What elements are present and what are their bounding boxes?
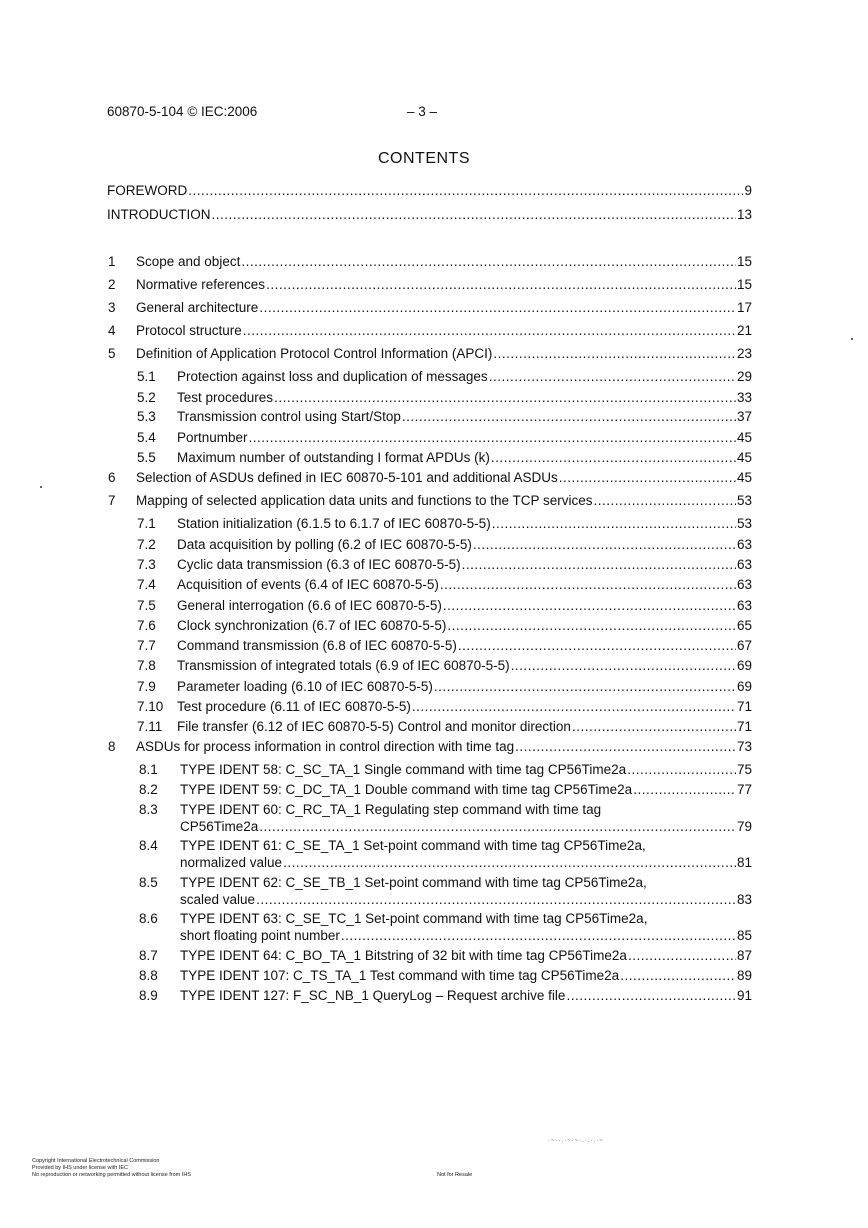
scan-artifact [851,338,853,340]
toc-entry-number: 5.3 [137,409,156,424]
toc-entry-page: 15 [736,254,752,269]
toc-entry-title: Station initialization (6.1.5 to 6.1.7 of IEC 60870-5-5) [177,516,491,531]
toc-entry-title: Cyclic data transmission (6.3 of IEC 60870-5-5) [177,557,461,572]
dot-leader [274,389,736,406]
toc-entry-page: 45 [736,450,752,465]
dot-leader [628,947,736,964]
toc-entry[interactable] [139,837,752,873]
dot-leader [443,597,736,614]
toc-entry-page: 29 [736,369,752,384]
toc-entry[interactable] [139,761,752,779]
license-line: Provided by IHS under license with IEC [32,1165,128,1171]
toc-entry-number: 7 [108,493,116,508]
toc-entry-page: 77 [736,782,752,797]
toc-entry[interactable] [137,536,752,554]
toc-entry[interactable] [137,718,752,736]
toc-entry-number: 7.8 [137,658,156,673]
toc-entry-page: 69 [736,658,752,673]
dot-leader [492,515,736,532]
toc-entry-title: Test procedures [177,390,274,405]
dot-leader [283,854,736,871]
toc-entry-number: 4 [108,323,116,338]
dot-leader [259,299,736,316]
toc-entry-number: 8.4 [139,838,158,853]
toc-entry-page: 13 [736,207,752,222]
dot-leader [212,206,736,223]
toc-entry-page: 91 [736,988,752,1003]
copyright-line: Copyright International Electrotechnical Commission [32,1158,160,1164]
toc-entry-page: 71 [736,719,752,734]
toc-entry[interactable] [108,469,752,487]
dot-leader [491,449,736,466]
toc-entry-title: General interrogation (6.6 of IEC 60870-5-5) [177,598,442,613]
dot-leader [402,408,736,425]
toc-entry-title: Parameter loading (6.10 of IEC 60870-5-5) [177,679,433,694]
toc-entry[interactable] [137,368,752,386]
toc-entry-number: 8 [108,739,116,754]
toc-entry-number: 1 [108,254,116,269]
toc-entry[interactable] [108,738,752,756]
toc-entry[interactable] [139,987,752,1005]
toc-entry[interactable] [108,253,752,271]
toc-entry-number: 7.3 [137,557,156,572]
toc-entry-title: Test procedure (6.11 of IEC 60870-5-5) [177,699,411,714]
toc-entry-title: INTRODUCTION [107,207,211,222]
toc-entry[interactable] [107,182,752,200]
toc-entry-number: 3 [108,300,116,315]
toc-entry-title: TYPE IDENT 127: F_SC_NB_1 QueryLog – Request archive file [180,988,566,1003]
toc-entry-number: 5 [108,346,116,361]
toc-entry-page: 63 [736,598,752,613]
page-number: – 3 – [407,104,438,119]
toc-entry-title: Transmission control using Start/Stop [177,409,401,424]
toc-entry-title: Selection of ASDUs defined in IEC 60870-5-101 and additional ASDUs [136,470,558,485]
dot-leader [440,576,736,593]
toc-entry-number: 8.8 [139,968,158,983]
toc-entry[interactable] [108,299,752,317]
toc-entry[interactable] [108,276,752,294]
toc-entry[interactable] [137,556,752,574]
toc-entry-title: TYPE IDENT 64: C_BO_TA_1 Bitstring of 32 bit with time tag CP56Time2a [180,948,627,963]
dot-leader [559,469,736,486]
toc-entry-number: 8.1 [139,762,158,777]
toc-entry-title: ASDUs for process information in control direction with time tag [136,739,515,754]
dot-leader [243,322,736,339]
toc-entry-title-continued: normalized value [180,855,283,870]
toc-entry-number: 7.6 [137,618,156,633]
dot-leader [489,368,736,385]
toc-entry-number: 8.2 [139,782,158,797]
toc-entry-page: 53 [736,516,752,531]
toc-entry-number: 5.5 [137,450,156,465]
toc-entry[interactable] [139,801,752,837]
toc-entry-page: 53 [736,493,752,508]
toc-entry-page: 63 [736,577,752,592]
scan-artifact: ·~··.·~·~·.·.·.·~ [548,1138,604,1144]
toc-entry-page: 75 [736,762,752,777]
toc-entry[interactable] [137,576,752,594]
dot-leader [572,718,736,735]
toc-entry-page: 63 [736,557,752,572]
toc-entry[interactable] [108,345,752,363]
dot-leader [620,967,736,984]
toc-entry-title: Maximum number of outstanding I format APDUs (k) [177,450,490,465]
dot-leader [515,738,736,755]
toc-entry-page: 23 [736,346,752,361]
dot-leader [458,637,736,654]
toc-entry-number: 8.5 [139,875,158,890]
dot-leader [249,429,736,446]
toc-entry[interactable] [137,617,752,635]
toc-entry[interactable] [137,637,752,655]
toc-entry-number: 8.6 [139,911,158,926]
toc-entry-title: TYPE IDENT 59: C_DC_TA_1 Double command with time tag CP56Time2a [180,782,633,797]
toc-entry-number: 6 [108,470,116,485]
toc-entry-page: 45 [736,430,752,445]
toc-entry[interactable] [137,657,752,675]
toc-entry-page: 67 [736,638,752,653]
dot-leader [511,657,736,674]
toc-entry[interactable] [139,967,752,985]
toc-entry-title: Transmission of integrated totals (6.9 of IEC 60870-5-5) [177,658,510,673]
toc-entry-page: 85 [736,928,752,943]
toc-entry-page: 65 [736,618,752,633]
scan-artifact [40,486,42,488]
toc-entry-number: 7.10 [137,699,164,714]
toc-entry-title: Acquisition of events (6.4 of IEC 60870-5-5) [177,577,439,592]
toc-entry-page: 17 [736,300,752,315]
dot-leader [447,617,736,634]
toc-entry-title: TYPE IDENT 63: C_SE_TC_1 Set-point command with time tag CP56Time2a, [180,911,648,926]
toc-entry[interactable] [139,910,752,946]
toc-entry-title: TYPE IDENT 107: C_TS_TA_1 Test command with time tag CP56Time2a [180,968,620,983]
toc-entry-title-continued: CP56Time2a [180,819,259,834]
dot-leader [493,345,736,362]
dot-leader [259,818,736,835]
dot-leader [412,698,736,715]
toc-entry-title: Protocol structure [136,323,242,338]
dot-leader [473,536,736,553]
toc-entry-title: Portnumber [177,430,248,445]
toc-entry-number: 5.4 [137,430,156,445]
toc-entry-page: 81 [736,855,752,870]
toc-entry-page: 89 [736,968,752,983]
toc-entry-number: 8.9 [139,988,158,1003]
copyright-footer [32,1158,191,1179]
toc-entry-number: 5.1 [137,369,156,384]
dot-leader [594,492,736,509]
toc-entry[interactable] [137,449,752,467]
toc-entry-number: 7.9 [137,679,156,694]
toc-entry-title: Definition of Application Protocol Control Information (APCI) [136,346,493,361]
toc-entry-page: 83 [736,892,752,907]
toc-entry-title: Protection against loss and duplication of messages [177,369,488,384]
toc-entry[interactable] [107,206,752,224]
resale-notice: Not for Resale [437,1172,473,1178]
toc-entry[interactable] [108,322,752,340]
toc-entry-page: 71 [736,699,752,714]
dot-leader [241,253,736,270]
toc-entry-number: 7.7 [137,638,156,653]
toc-entry-title: TYPE IDENT 61: C_SE_TA_1 Set-point command with time tag CP56Time2a, [180,838,646,853]
dot-leader [566,987,736,1004]
contents-title: CONTENTS [378,150,470,167]
dot-leader [188,182,743,199]
toc-entry-title: Normative references [136,277,266,292]
dot-leader [434,678,736,695]
toc-entry-number: 7.4 [137,577,156,592]
toc-entry-page: 87 [736,948,752,963]
toc-entry[interactable] [139,781,752,799]
toc-entry-page: 79 [736,819,752,834]
toc-entry-number: 8.7 [139,948,158,963]
dot-leader [627,761,736,778]
toc-entry-title-continued: short floating point number [180,928,340,943]
toc-entry[interactable] [108,492,752,510]
toc-entry[interactable] [137,698,752,716]
toc-entry-page: 9 [744,183,752,198]
toc-entry-page: 21 [736,323,752,338]
toc-entry-page: 37 [736,409,752,424]
toc-entry-page: 45 [736,470,752,485]
toc-entry[interactable] [137,678,752,696]
toc-entry[interactable] [137,408,752,426]
toc-entry-number: 7.2 [137,537,156,552]
toc-entry-title: Mapping of selected application data units and functions to the TCP services [136,493,593,508]
toc-entry-title: General architecture [136,300,259,315]
toc-entry-title: Data acquisition by polling (6.2 of IEC 60870-5-5) [177,537,472,552]
toc-entry-title: Clock synchronization (6.7 of IEC 60870-5-5) [177,618,447,633]
dot-leader [462,556,736,573]
toc-entry-title: TYPE IDENT 58: C_SC_TA_1 Single command with time tag CP56Time2a [180,762,627,777]
toc-entry-page: 73 [736,739,752,754]
dot-leader [633,781,736,798]
reproduction-line: No reproduction or networking permitted without license from IHS [32,1172,191,1178]
toc-entry[interactable] [137,389,752,407]
toc-entry-page: 15 [736,277,752,292]
toc-entry-number: 7.11 [137,719,163,734]
dot-leader [341,927,736,944]
toc-entry-title: File transfer (6.12 of IEC 60870-5-5) Control and monitor direction [177,719,571,734]
dot-leader [256,891,736,908]
toc-entry-number: 5.2 [137,390,156,405]
toc-entry-title: TYPE IDENT 60: C_RC_TA_1 Regulating step command with time tag [180,802,602,817]
dot-leader [266,276,736,293]
toc-entry-number: 7.5 [137,598,156,613]
toc-entry[interactable] [137,429,752,447]
toc-entry-title-continued: scaled value [180,892,256,907]
toc-entry[interactable] [137,597,752,615]
toc-entry-number: 8.3 [139,802,158,817]
toc-entry[interactable] [137,515,752,533]
toc-entry-number: 7.1 [137,516,156,531]
toc-entry-number: 2 [108,277,116,292]
toc-entry-page: 33 [736,390,752,405]
toc-entry-title: Command transmission (6.8 of IEC 60870-5-5) [177,638,457,653]
document-id: 60870-5-104 © IEC:2006 [107,104,258,119]
toc-entry[interactable] [139,874,752,910]
toc-entry-title: TYPE IDENT 62: C_SE_TB_1 Set-point command with time tag CP56Time2a, [180,875,647,890]
toc-entry-title: Scope and object [136,254,241,269]
toc-entry[interactable] [139,947,752,965]
toc-entry-title: FOREWORD [107,183,188,198]
toc-entry-page: 63 [736,537,752,552]
toc-entry-page: 69 [736,679,752,694]
